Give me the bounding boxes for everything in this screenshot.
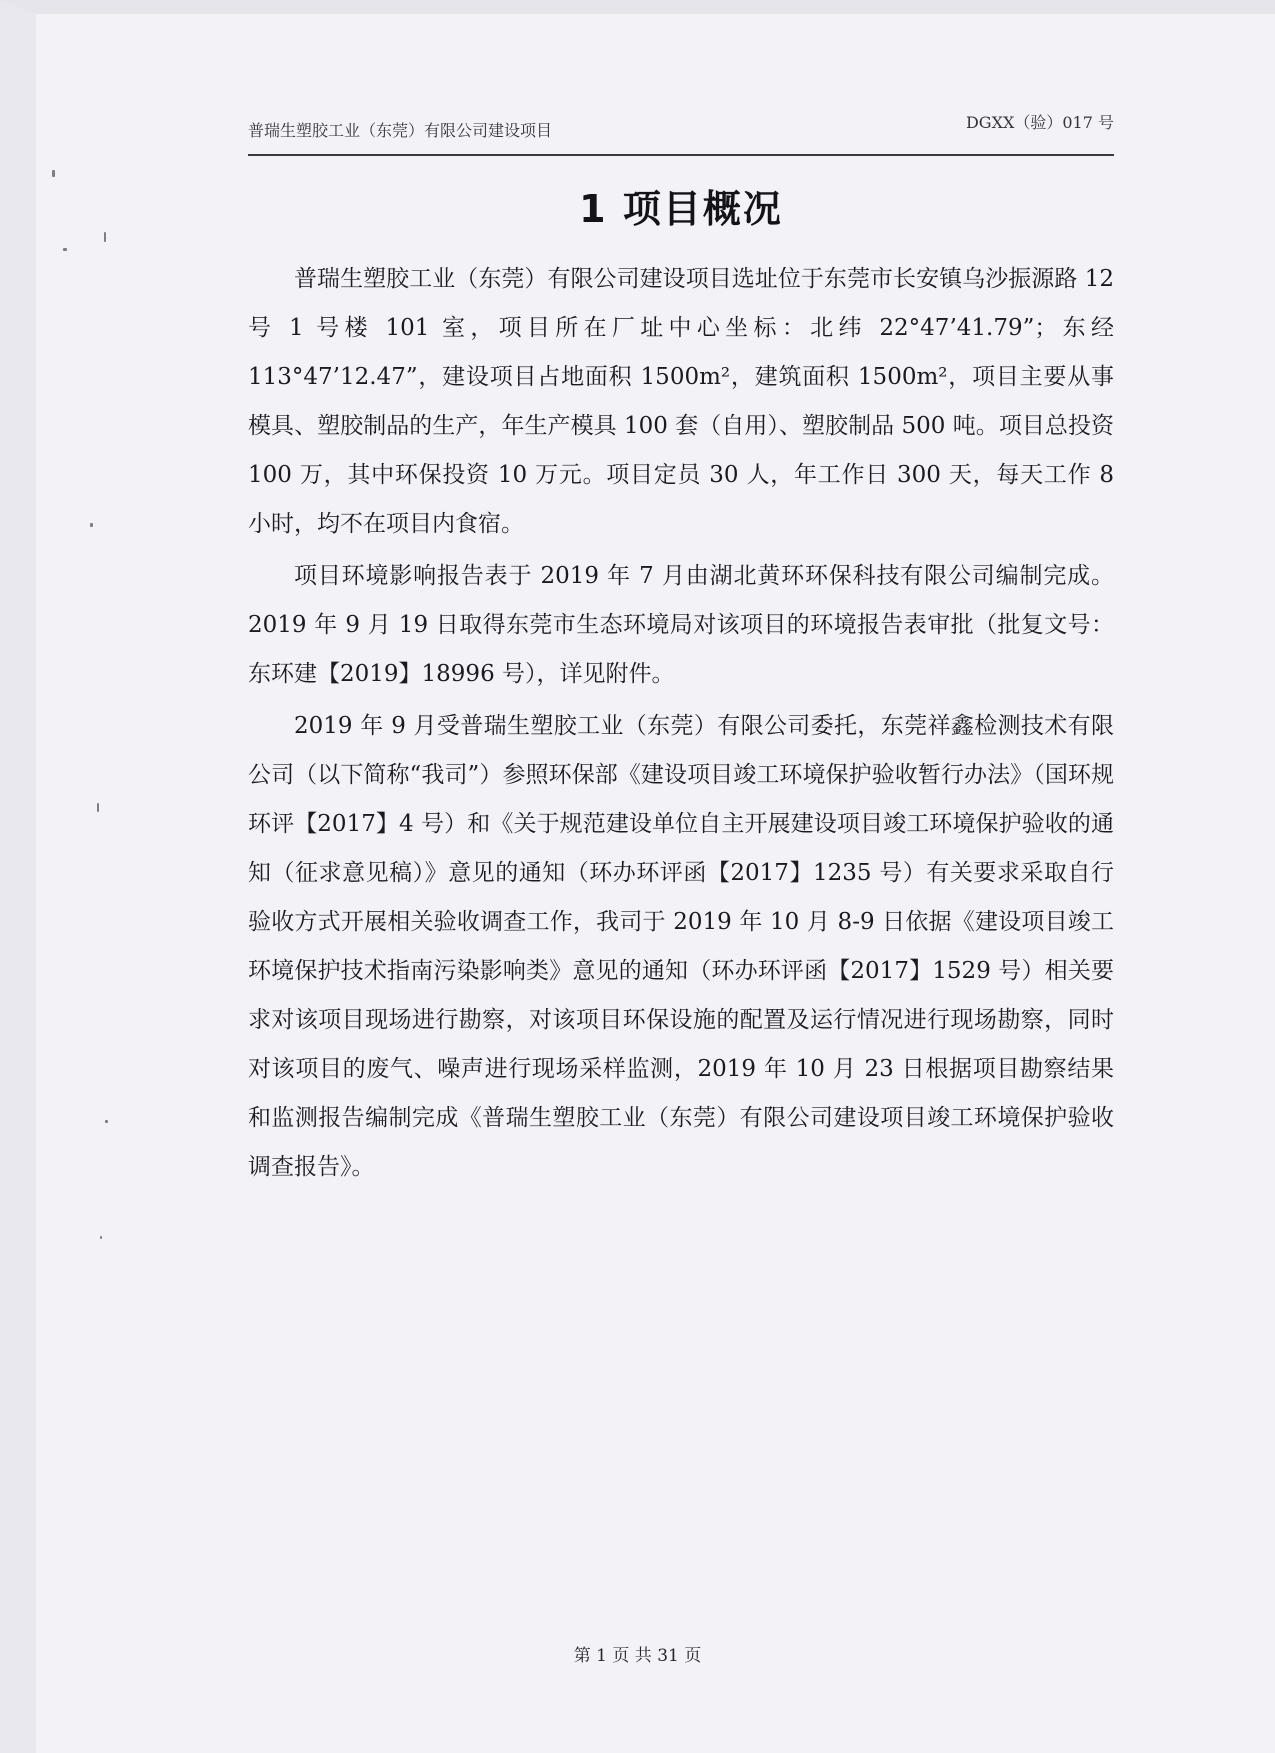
header-project-name: 普瑞生塑胶工业（东莞）有限公司建设项目 xyxy=(248,121,553,140)
section-title: 1 项目概况 xyxy=(579,187,783,231)
section-body xyxy=(248,255,1114,1195)
paragraph-acceptance-survey: 2019 年 9 月受普瑞生塑胶工业（东莞）有限公司委托，东莞祥鑫检测技术有限公司（以下简称“我司”）参照环保部《建设项目竣工环境保护验收暂行办法》（国环规环评【2017】4 号）和《关于规范建设单位自主开展建设项目竣工环境保护验收的通知（征求意见稿）》意见的通知（环办环评函【2017】1235 号）有关要求采取自行验收方式开展相关验收调查工作，我司于 2019 年 10 月 8-9 日依据《建设项目竣工环境保护技术指南污染影响类》意见的通知（环办环评函【2017】1529 号）相关要求对该项目现场进行勘察，对该项目环保设施的配置及运行情况进行现场勘察，同时对该项目的废气、噪声进行现场采样监测，2019 年 10 月 23 日根据项目勘察结果和监测报告编制完成《普瑞生塑胶工业（东莞）有限公司建设项目竣工环境保护验收调查报告》。 xyxy=(248,713,1114,1180)
paragraph-project-overview: 普瑞生塑胶工业（东莞）有限公司建设项目选址位于东莞市长安镇乌沙振源路 12 号 1 号楼 101 室，项目所在厂址中心坐标：北纬 22°47’41.79”；东经 113°47’12.47”，建设项目占地面积 1500m²，建筑面积 1500m²，项目主要从事模具、塑胶制品的生产，年生产模具 100 套（自用）、塑胶制品 500 吨。项目总投资 100 万，其中环保投资 10 万元。项目定员 30 人，年工作日 300 天，每天工作 8 小时，均不在项目内食宿。 xyxy=(248,266,1114,537)
page-header-area xyxy=(248,100,1114,150)
scan-speck xyxy=(104,232,106,242)
scan-speck xyxy=(100,1236,102,1239)
scan-speck xyxy=(97,803,99,812)
scan-speck xyxy=(63,248,67,251)
running-header xyxy=(248,100,1114,150)
paragraph-eia-approval: 项目环境影响报告表于 2019 年 7 月由湖北黄环环保科技有限公司编制完成。2019 年 9 月 19 日取得东莞市生态环境局对该项目的环境报告表审批（批复文号：东环建【2019】18996 号），详见附件。 xyxy=(248,563,1114,687)
page-footer: 第 1 页 共 31 页 xyxy=(573,1646,702,1666)
header-document-number: DGXX（验）017 号 xyxy=(965,113,1114,132)
scan-speck xyxy=(52,170,55,177)
scan-speck xyxy=(105,1120,108,1123)
scan-speck xyxy=(90,523,93,527)
header-divider xyxy=(248,154,1114,156)
